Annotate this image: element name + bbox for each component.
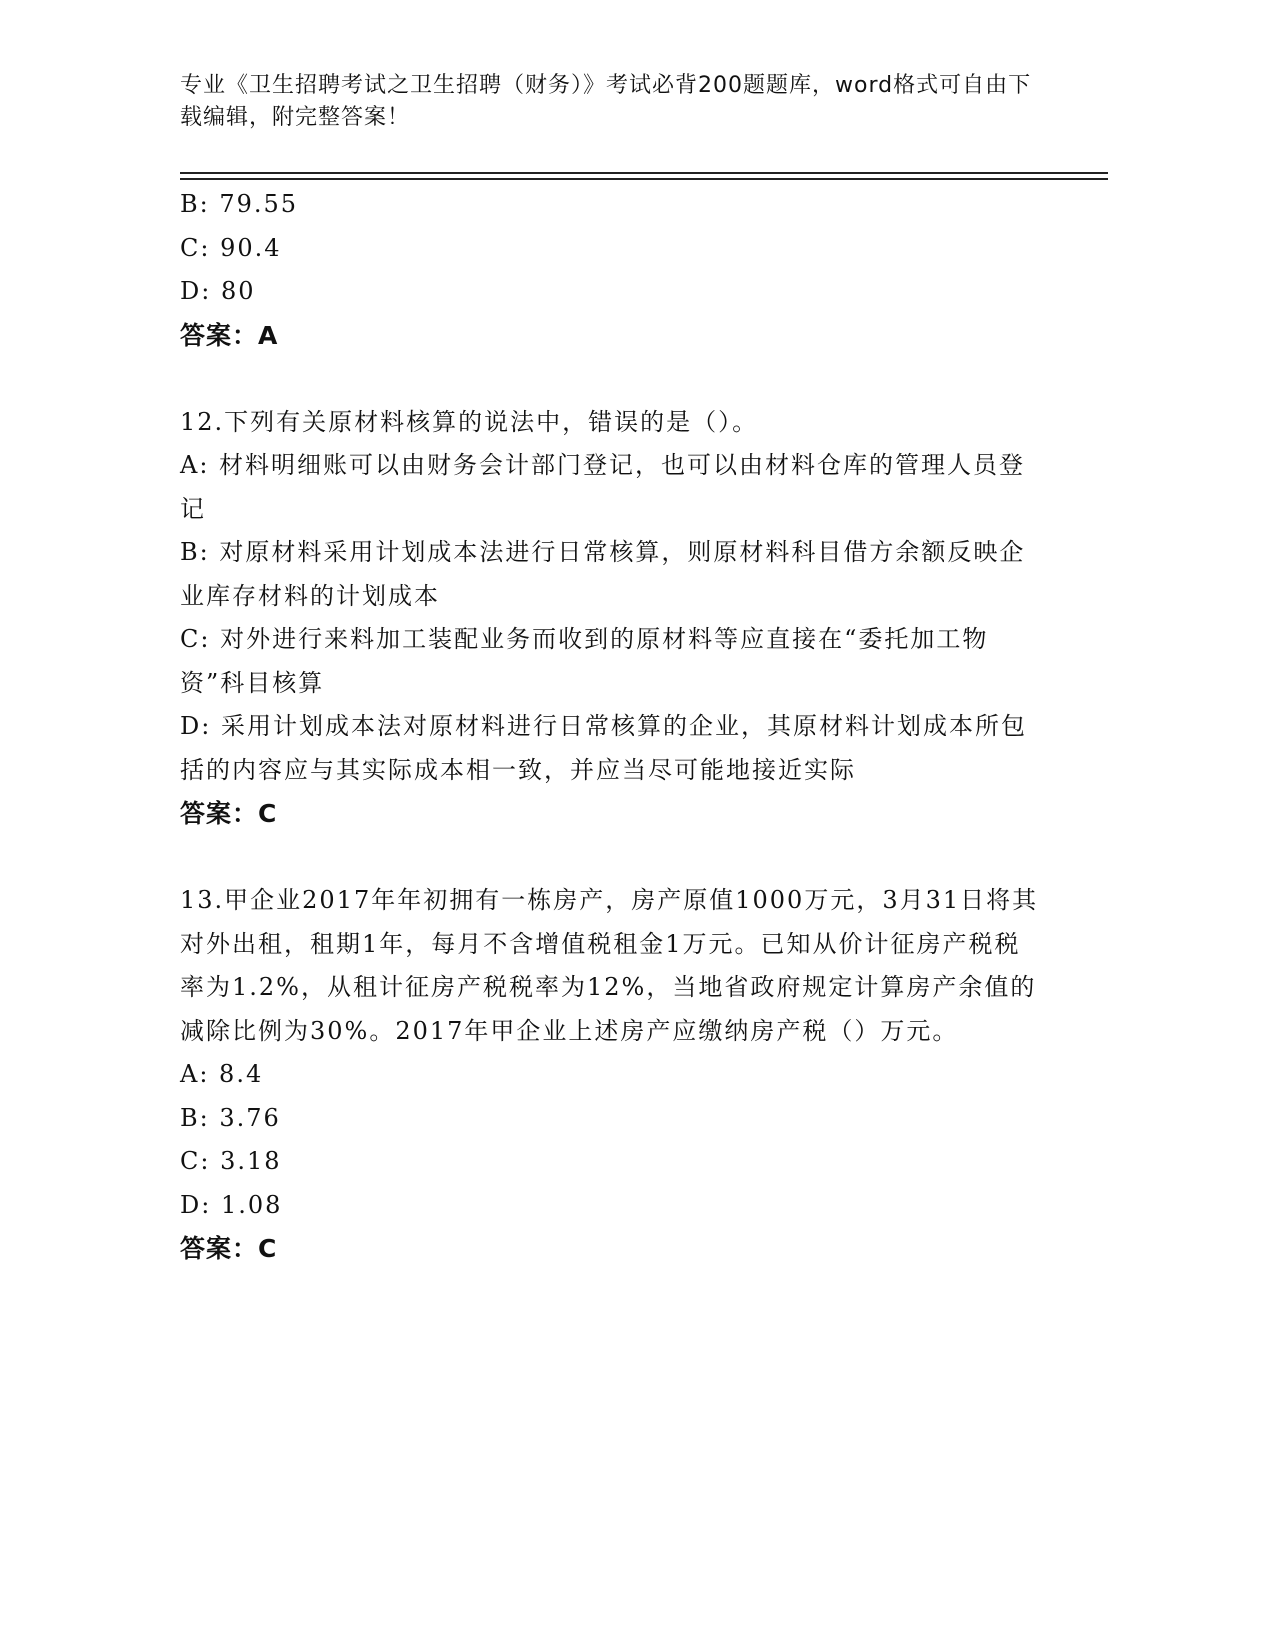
header-divider-top bbox=[180, 172, 1108, 174]
previous-question-block bbox=[180, 183, 1040, 357]
option-a: A: 8.4 bbox=[180, 1060, 264, 1088]
option-b: B: 3.76 bbox=[180, 1103, 281, 1132]
option-b: B: 对原材料采用计划成本法进行日常核算，则原材料科目借方余额反映企业库存材料的计划成本 bbox=[180, 538, 1026, 610]
option-a: A: 材料明细账可以由财务会计部门登记，也可以由材料仓库的管理人员登记 bbox=[180, 451, 1026, 523]
document-content bbox=[180, 183, 1040, 1271]
answer-line: 答案：A bbox=[180, 320, 279, 350]
option-d: D: 采用计划成本法对原材料进行日常核算的企业，其原材料计划成本所包括的内容应与其实际成本相一致，并应当尽可能地接近实际 bbox=[180, 712, 1027, 784]
option-b: B: 79.55 bbox=[180, 190, 299, 218]
option-c: C: 3.18 bbox=[180, 1147, 282, 1175]
option-c: C: 对外进行来料加工装配业务而收到的原材料等应直接在“委托加工物资”科目核算 bbox=[180, 625, 989, 697]
question-12-block bbox=[180, 401, 1040, 836]
option-d: D: 1.08 bbox=[180, 1190, 283, 1219]
document-header: 专业《卫生招聘考试之卫生招聘（财务）》考试必背200题题库，word格式可自由下载编辑，附完整答案！ bbox=[180, 73, 1032, 130]
header-divider-bottom bbox=[180, 178, 1108, 180]
answer-line: 答案：C bbox=[180, 1234, 278, 1263]
question-stem: 13.甲企业2017年年初拥有一栋房产，房产原值1000万元，3月31日将其对外出租，租期1年，每月不含增值税租金1万元。已知从价计征房产税税率为1.2%，从租计征房产税税率为12%，当地省政府规定计算房产余值的减除比例为30%。2017年甲企业上述房产应缴纳房产税（）万元。 bbox=[180, 886, 1039, 1045]
answer-line: 答案：C bbox=[180, 799, 278, 828]
question-13-block bbox=[180, 879, 1040, 1271]
option-c: C: 90.4 bbox=[180, 233, 282, 262]
option-d: D: 80 bbox=[180, 277, 256, 305]
question-stem: 12.下列有关原材料核算的说法中，错误的是（）。 bbox=[180, 407, 759, 436]
spacer bbox=[180, 836, 1040, 880]
spacer bbox=[180, 357, 1040, 401]
